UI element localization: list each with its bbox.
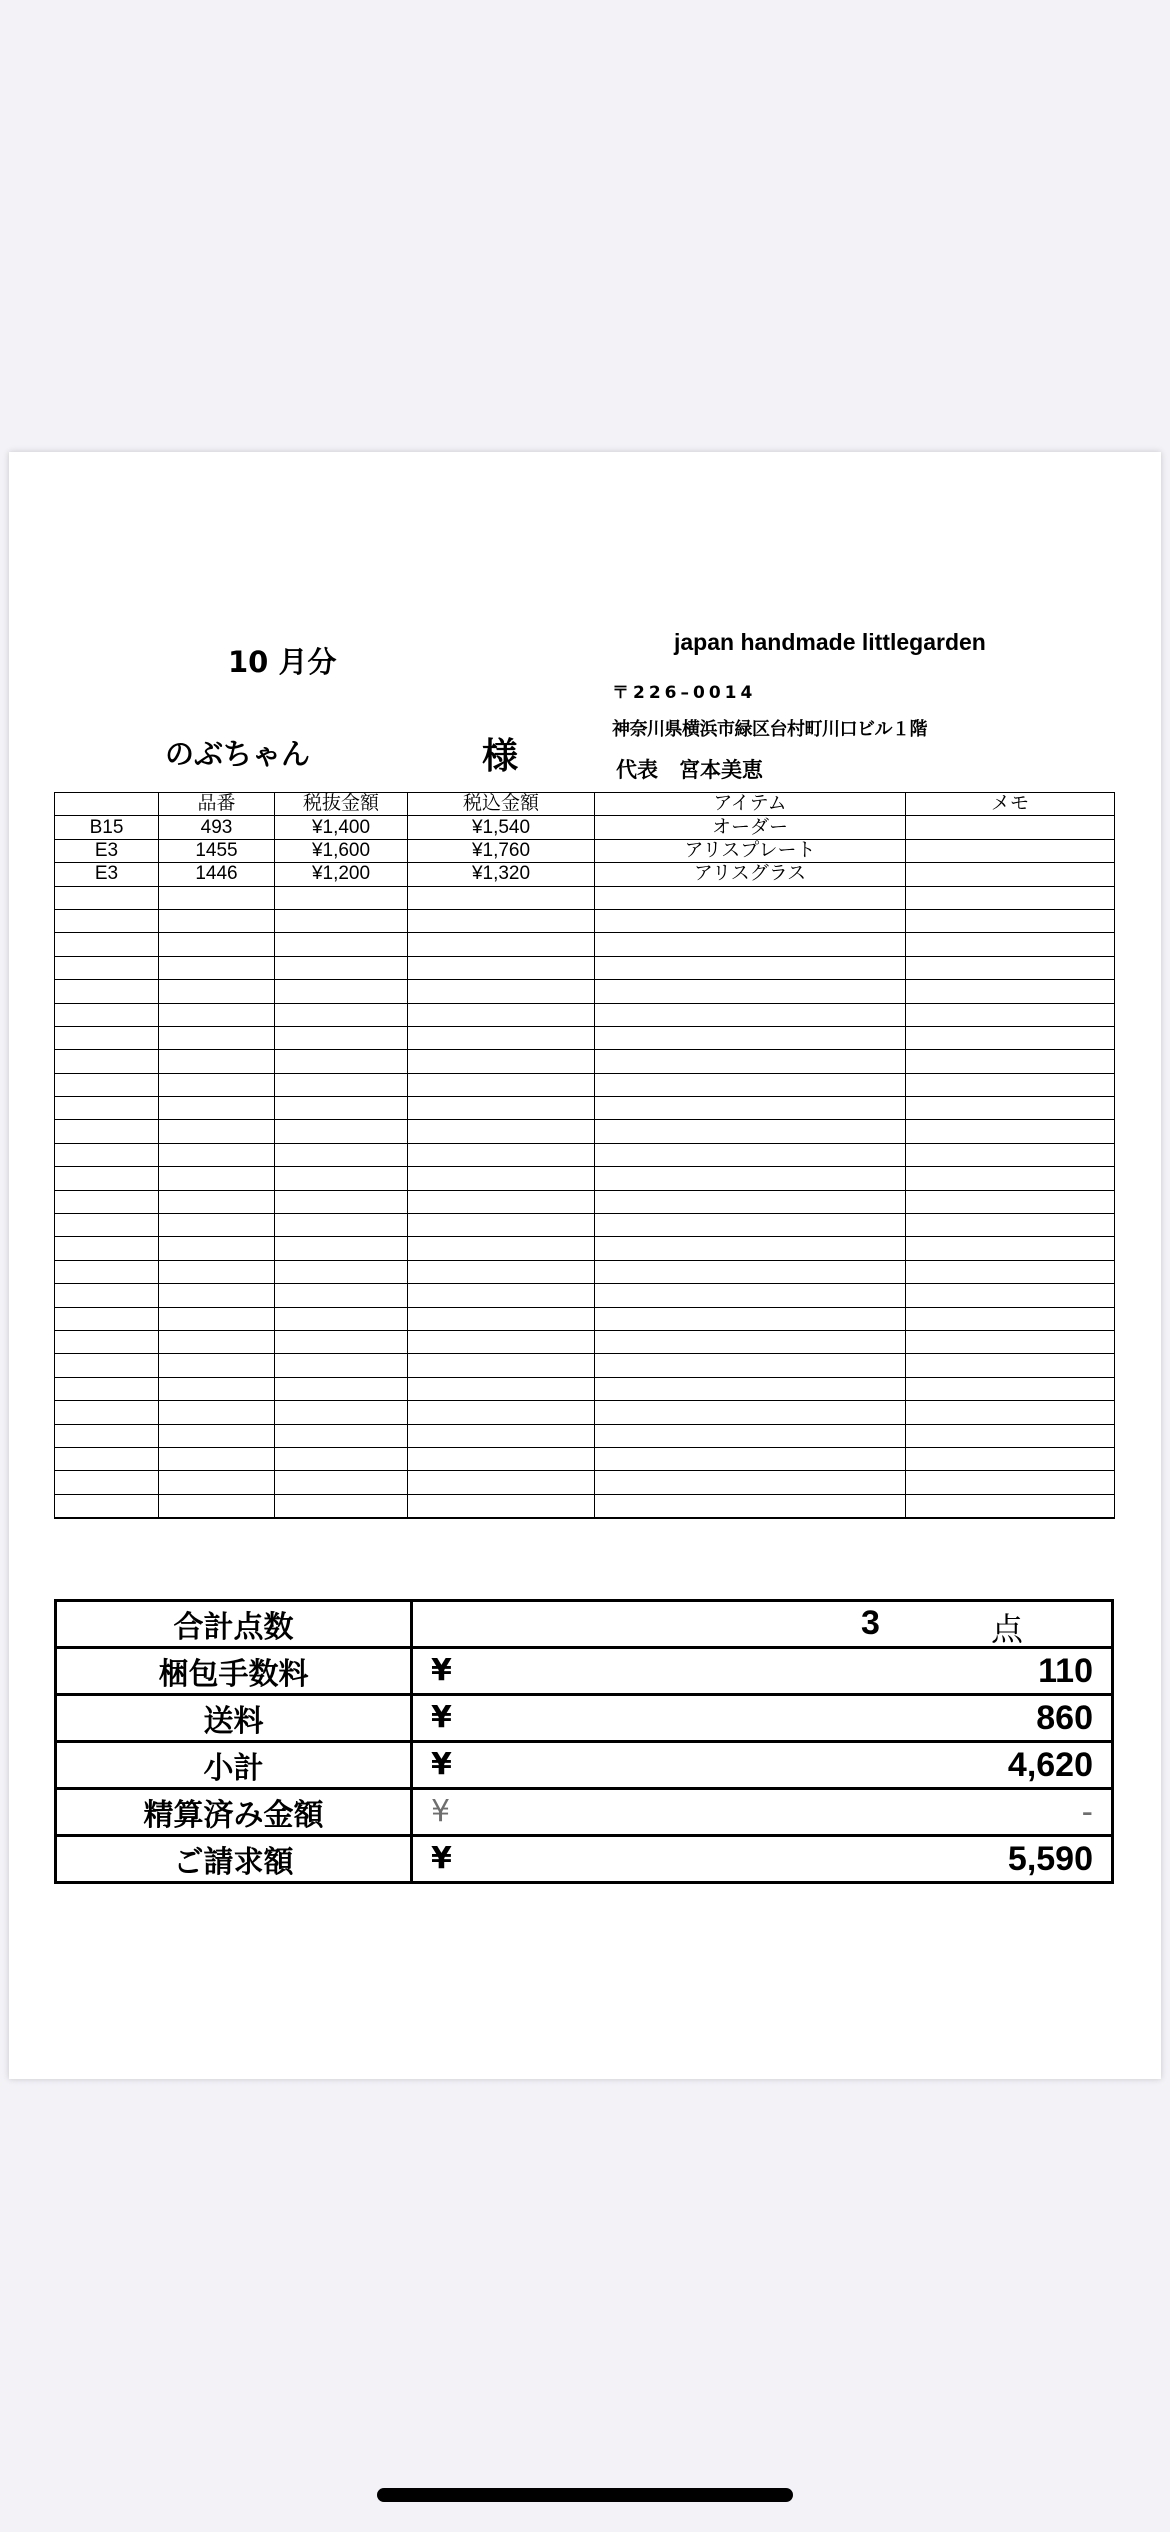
table-row-empty	[55, 1120, 1115, 1143]
table-cell	[159, 1307, 275, 1330]
table-cell	[906, 1447, 1115, 1470]
table-row-empty	[55, 1214, 1115, 1237]
honorific: 様	[482, 736, 519, 777]
table-cell	[275, 1330, 408, 1353]
table-row	[55, 863, 1115, 886]
table-cell	[159, 1120, 275, 1143]
table-row-empty	[55, 1097, 1115, 1120]
table-cell	[906, 1307, 1115, 1330]
table-cell	[408, 1330, 595, 1353]
table-cell	[906, 1097, 1115, 1120]
table-cell	[408, 1167, 595, 1190]
table-cell	[408, 1143, 595, 1166]
table-cell	[595, 1143, 906, 1166]
table-row-empty	[55, 909, 1115, 932]
packing-fee-label: 梱包手数料	[56, 1648, 412, 1695]
table-row-empty	[55, 1330, 1115, 1353]
table-cell	[906, 1214, 1115, 1237]
table-cell	[275, 1097, 408, 1120]
table-cell	[275, 909, 408, 932]
table-cell	[159, 1237, 275, 1260]
table-cell	[55, 1330, 159, 1353]
table-cell	[275, 1003, 408, 1026]
header-cell: アイテム	[595, 793, 906, 816]
table-cell	[159, 1214, 275, 1237]
table-cell	[55, 1190, 159, 1213]
table-cell	[408, 956, 595, 979]
table-cell	[275, 933, 408, 956]
table-cell	[906, 839, 1115, 862]
table-cell	[275, 1494, 408, 1518]
table-cell	[906, 1120, 1115, 1143]
table-cell	[275, 1377, 408, 1400]
header-cell	[55, 793, 159, 816]
table-cell	[55, 909, 159, 932]
table-row-empty	[55, 1284, 1115, 1307]
header-cell: 品番	[159, 793, 275, 816]
total-count-cell	[412, 1601, 1113, 1648]
table-cell	[408, 1260, 595, 1283]
table-cell	[159, 1424, 275, 1447]
billed-cell	[412, 1836, 1113, 1883]
table-cell	[408, 909, 595, 932]
table-cell	[159, 1260, 275, 1283]
table-cell	[906, 1003, 1115, 1026]
table-cell	[55, 1143, 159, 1166]
table-cell	[906, 956, 1115, 979]
table-cell	[159, 909, 275, 932]
table-cell	[906, 1260, 1115, 1283]
table-cell	[906, 886, 1115, 909]
table-cell	[595, 1214, 906, 1237]
table-cell	[595, 1471, 906, 1494]
table-cell	[275, 1073, 408, 1096]
table-cell: ¥1,540	[408, 816, 595, 839]
table-row-empty	[55, 933, 1115, 956]
table-row-empty	[55, 1307, 1115, 1330]
settled-cell	[412, 1789, 1113, 1836]
table-cell	[906, 980, 1115, 1003]
home-indicator	[377, 2488, 793, 2502]
table-cell: アリスプレート	[595, 839, 906, 862]
table-cell	[159, 933, 275, 956]
table-cell	[275, 1471, 408, 1494]
subtotal-cell	[412, 1742, 1113, 1789]
table-cell	[55, 956, 159, 979]
table-cell	[275, 1143, 408, 1166]
table-cell	[408, 1307, 595, 1330]
shipping-value: 860	[1036, 1699, 1093, 1737]
table-cell	[159, 1143, 275, 1166]
shop-representative: 代表 宮本美恵	[616, 758, 763, 782]
table-cell	[408, 1447, 595, 1470]
table-cell: アリスグラス	[595, 863, 906, 886]
summary-table	[54, 1599, 1114, 1884]
table-row-empty	[55, 1260, 1115, 1283]
table-cell	[595, 1284, 906, 1307]
table-cell	[595, 1190, 906, 1213]
table-cell	[159, 1377, 275, 1400]
table-cell	[906, 1143, 1115, 1166]
table-cell	[408, 1214, 595, 1237]
table-cell	[408, 1050, 595, 1073]
table-cell	[55, 1120, 159, 1143]
table-cell	[408, 1377, 595, 1400]
table-cell	[159, 1330, 275, 1353]
table-row-empty	[55, 1237, 1115, 1260]
table-cell	[595, 1494, 906, 1518]
table-cell	[55, 1097, 159, 1120]
table-cell	[906, 1026, 1115, 1049]
table-cell	[906, 1073, 1115, 1096]
table-cell	[159, 956, 275, 979]
table-cell	[159, 886, 275, 909]
table-cell	[906, 1424, 1115, 1447]
table-cell	[595, 909, 906, 932]
table-cell	[275, 1260, 408, 1283]
table-cell	[408, 933, 595, 956]
table-cell	[595, 1073, 906, 1096]
table-cell	[595, 1260, 906, 1283]
table-cell	[55, 933, 159, 956]
table-cell	[275, 1354, 408, 1377]
table-cell	[159, 1190, 275, 1213]
yen-symbol: ¥	[431, 1794, 451, 1829]
table-cell	[906, 863, 1115, 886]
total-count-label: 合計点数	[56, 1601, 412, 1648]
table-cell	[55, 1073, 159, 1096]
summary-row-subtotal	[56, 1742, 1113, 1789]
table-row-empty	[55, 1026, 1115, 1049]
table-cell	[906, 1050, 1115, 1073]
table-cell	[408, 1190, 595, 1213]
subtotal-label: 小計	[56, 1742, 412, 1789]
table-row-empty	[55, 1073, 1115, 1096]
table-cell	[906, 1354, 1115, 1377]
yen-symbol: ¥	[431, 1841, 452, 1876]
table-cell	[55, 1214, 159, 1237]
table-cell	[595, 1120, 906, 1143]
table-cell	[906, 1284, 1115, 1307]
table-cell	[275, 956, 408, 979]
table-cell	[408, 1471, 595, 1494]
table-cell: 493	[159, 816, 275, 839]
table-row-empty	[55, 1447, 1115, 1470]
table-cell	[906, 1494, 1115, 1518]
table-cell	[55, 1167, 159, 1190]
billed-label: ご請求額	[56, 1836, 412, 1883]
table-cell	[275, 1424, 408, 1447]
table-cell	[595, 933, 906, 956]
table-row-empty	[55, 886, 1115, 909]
table-cell	[906, 1377, 1115, 1400]
table-cell	[275, 1190, 408, 1213]
billing-month: 10 月分	[228, 645, 337, 679]
header-cell: 税抜金額	[275, 793, 408, 816]
table-cell	[275, 1120, 408, 1143]
table-cell	[55, 1354, 159, 1377]
table-cell	[595, 1401, 906, 1424]
table-header-row	[55, 793, 1115, 816]
table-row-empty	[55, 980, 1115, 1003]
table-cell	[408, 1003, 595, 1026]
table-cell	[55, 1237, 159, 1260]
table-cell	[159, 1471, 275, 1494]
table-cell: ¥1,600	[275, 839, 408, 862]
table-cell	[159, 1354, 275, 1377]
table-cell	[55, 1447, 159, 1470]
table-cell: ¥1,400	[275, 816, 408, 839]
customer-name: のぶちゃん	[165, 737, 311, 771]
table-row-empty	[55, 1190, 1115, 1213]
shop-address: 神奈川県横浜市緑区台村町川口ビル１階	[612, 719, 927, 740]
table-cell	[906, 1330, 1115, 1353]
header-cell: メモ	[906, 793, 1115, 816]
summary-row-packing-fee	[56, 1648, 1113, 1695]
table-cell	[159, 1003, 275, 1026]
table-cell	[595, 1424, 906, 1447]
table-cell	[159, 1401, 275, 1424]
table-cell	[906, 816, 1115, 839]
table-cell	[159, 980, 275, 1003]
table-cell	[408, 1097, 595, 1120]
table-row-empty	[55, 1050, 1115, 1073]
table-cell	[55, 1424, 159, 1447]
table-cell	[595, 1003, 906, 1026]
table-cell	[595, 1354, 906, 1377]
table-row-empty	[55, 1494, 1115, 1518]
table-row	[55, 816, 1115, 839]
table-row-empty	[55, 1354, 1115, 1377]
table-cell: ¥1,320	[408, 863, 595, 886]
table-cell	[159, 1494, 275, 1518]
packing-fee-cell	[412, 1648, 1113, 1695]
table-cell	[275, 1167, 408, 1190]
table-cell	[159, 1073, 275, 1096]
table-cell	[408, 1494, 595, 1518]
table-cell	[275, 1284, 408, 1307]
table-cell	[55, 1377, 159, 1400]
shop-postal-code: 〒226–0014	[612, 683, 757, 703]
table-row-empty	[55, 1167, 1115, 1190]
table-cell	[275, 1214, 408, 1237]
table-cell	[275, 886, 408, 909]
table-cell	[408, 1120, 595, 1143]
table-cell	[595, 1097, 906, 1120]
table-row	[55, 839, 1115, 862]
table-cell	[595, 1167, 906, 1190]
table-cell	[408, 886, 595, 909]
summary-row-settled	[56, 1789, 1113, 1836]
summary-row-total-count	[56, 1601, 1113, 1648]
table-cell	[408, 1401, 595, 1424]
table-cell	[595, 1330, 906, 1353]
shipping-label: 送料	[56, 1695, 412, 1742]
items-table	[54, 792, 1115, 1519]
table-row-empty	[55, 1471, 1115, 1494]
table-cell	[55, 1471, 159, 1494]
table-cell	[595, 1237, 906, 1260]
shop-name: japan handmade littlegarden	[674, 629, 986, 655]
table-cell	[159, 1050, 275, 1073]
table-cell	[55, 1050, 159, 1073]
table-cell	[595, 1050, 906, 1073]
table-cell	[595, 956, 906, 979]
table-cell	[408, 1424, 595, 1447]
table-cell	[159, 1447, 275, 1470]
table-row-empty	[55, 1003, 1115, 1026]
table-cell	[408, 1284, 595, 1307]
table-cell: ¥1,760	[408, 839, 595, 862]
table-cell	[275, 980, 408, 1003]
settled-label: 精算済み金額	[56, 1789, 412, 1836]
table-cell	[55, 1494, 159, 1518]
table-cell	[275, 1237, 408, 1260]
table-cell	[275, 1026, 408, 1049]
table-cell	[408, 1073, 595, 1096]
subtotal-value: 4,620	[1007, 1746, 1093, 1784]
table-cell	[275, 1447, 408, 1470]
table-cell	[595, 1447, 906, 1470]
table-cell: 1446	[159, 863, 275, 886]
table-cell	[906, 1167, 1115, 1190]
table-cell	[408, 1354, 595, 1377]
table-cell	[55, 886, 159, 909]
table-row-empty	[55, 1143, 1115, 1166]
table-cell	[55, 1401, 159, 1424]
table-cell	[408, 1237, 595, 1260]
invoice-sheet	[9, 452, 1161, 2079]
table-cell	[275, 1050, 408, 1073]
table-cell	[408, 980, 595, 1003]
table-cell	[595, 1307, 906, 1330]
packing-fee-value: 110	[1038, 1652, 1093, 1690]
summary-row-shipping	[56, 1695, 1113, 1742]
summary-row-billed	[56, 1836, 1113, 1883]
table-cell: E3	[55, 863, 159, 886]
table-cell	[275, 1307, 408, 1330]
header-cell: 税込金額	[408, 793, 595, 816]
table-cell	[906, 1401, 1115, 1424]
table-cell: 1455	[159, 839, 275, 862]
table-cell	[906, 933, 1115, 956]
billed-value: 5,590	[1007, 1840, 1093, 1878]
table-cell: B15	[55, 816, 159, 839]
table-cell	[55, 1307, 159, 1330]
table-row-empty	[55, 1401, 1115, 1424]
table-cell: オーダー	[595, 816, 906, 839]
table-cell	[159, 1284, 275, 1307]
table-cell	[159, 1167, 275, 1190]
table-cell	[595, 1026, 906, 1049]
yen-symbol: ¥	[431, 1747, 452, 1782]
table-cell	[906, 1471, 1115, 1494]
table-cell	[906, 909, 1115, 932]
table-cell	[595, 886, 906, 909]
total-count-value: 3	[861, 1604, 880, 1642]
table-row-empty	[55, 1377, 1115, 1400]
table-cell	[595, 980, 906, 1003]
table-cell	[159, 1097, 275, 1120]
table-cell	[159, 1026, 275, 1049]
count-unit: 点	[991, 1610, 1024, 1648]
yen-symbol: ¥	[431, 1653, 452, 1688]
table-cell	[55, 1003, 159, 1026]
table-cell	[595, 1377, 906, 1400]
table-cell	[55, 1284, 159, 1307]
table-row-empty	[55, 1424, 1115, 1447]
table-cell: E3	[55, 839, 159, 862]
table-cell	[55, 1260, 159, 1283]
table-cell	[408, 1026, 595, 1049]
table-cell	[906, 1190, 1115, 1213]
table-cell	[55, 1026, 159, 1049]
table-cell	[906, 1237, 1115, 1260]
table-cell: ¥1,200	[275, 863, 408, 886]
yen-symbol: ¥	[431, 1700, 452, 1735]
table-cell	[275, 1401, 408, 1424]
table-row-empty	[55, 956, 1115, 979]
table-cell	[55, 980, 159, 1003]
shipping-cell	[412, 1695, 1113, 1742]
settled-value: -	[1081, 1793, 1093, 1831]
